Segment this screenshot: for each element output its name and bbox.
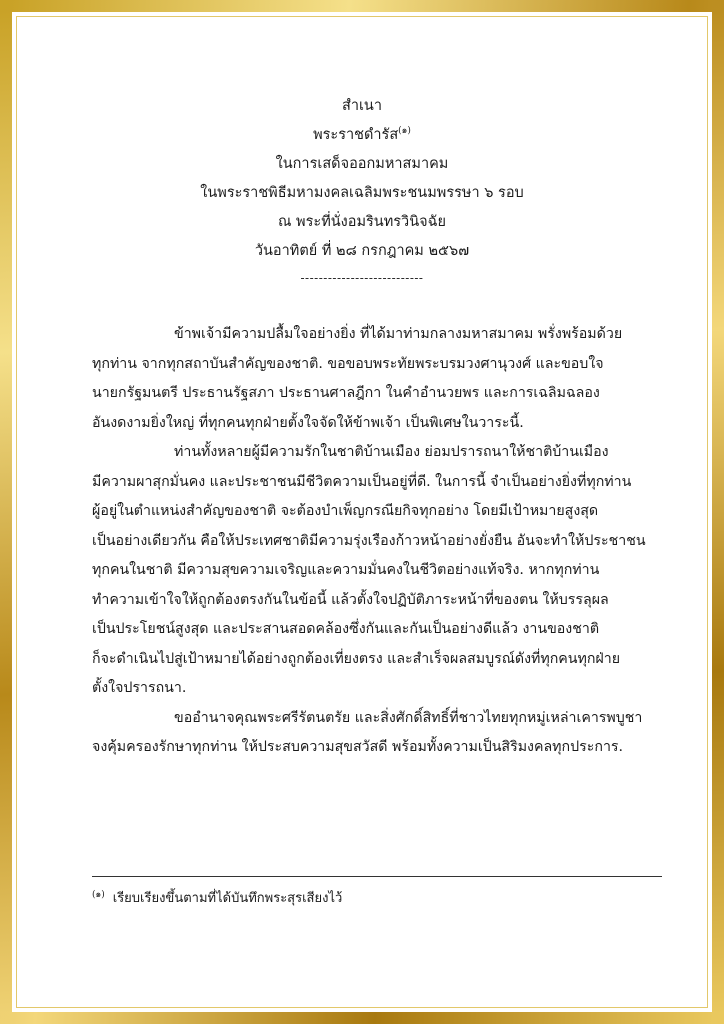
speech-body — [92, 320, 667, 763]
header-venue: ณ พระที่นั่งอมรินทรวินิจฉัย — [278, 214, 446, 230]
footnote-reference-mark: (๑) — [398, 126, 411, 137]
paragraph-3 — [92, 704, 667, 763]
paragraph-1 — [92, 320, 667, 438]
paragraph-line: ข้าพเจ้ามีความปลื้มใจอย่างยิ่ง ที่ได้มาท่ามกลางมหาสมาคม พรั่งพร้อมด้วย — [174, 326, 623, 342]
paragraph-line: ขออำนาจคุณพระศรีรัตนตรัย และสิ่งศักดิ์สิทธิ์ที่ชาวไทยทุกหมู่เหล่าเคารพบูชา — [174, 709, 643, 726]
header-occasion: ในการเสด็จออกมหาสมาคม — [275, 156, 449, 172]
header-copy-label: สำเนา — [341, 98, 382, 114]
paragraph-line: ท่านทั้งหลายผู้มีความรักในชาติบ้านเมือง ย่อมปรารถนาให้ชาติบ้านเมือง — [174, 444, 609, 460]
header-speech-title — [0, 121, 724, 150]
paragraph-line: นายกรัฐมนตรี ประธานรัฐสภา ประธานศาลฎีกา ในคำอำนวยพร และการเฉลิมฉลอง — [92, 385, 600, 401]
footnote-text: เรียบเรียงขึ้นตามที่ได้บันทึกพระสุรเสียงไว้ — [112, 891, 343, 906]
footnote — [92, 886, 342, 912]
header-separator: --------------------------- — [300, 271, 424, 285]
paragraph-line: ทุกท่าน จากทุกสถาบันสำคัญของชาติ. ขอขอบพระทัยพระบรมวงศานุวงศ์ และขอบใจ — [92, 355, 604, 372]
paragraph-line: มีความผาสุกมั่นคง และประชาชนมีชีวิตความเป็นอยู่ที่ดี. ในการนี้ จำเป็นอย่างยิ่งที่ทุกท่าน — [92, 473, 632, 490]
paragraph-line: ทำความเข้าใจให้ถูกต้องตรงกันในข้อนี้ แล้วตั้งใจปฏิบัติภาระหน้าที่ของตน ให้บรรลุผล — [92, 591, 609, 608]
paragraph-line: ทุกคนในชาติ มีความสุขความเจริญและความมั่นคงในชีวิตอย่างแท้จริง. หากทุกท่าน — [92, 562, 600, 578]
header-date: วันอาทิตย์ ที่ ๒๘ กรกฎาคม ๒๕๖๗ — [254, 243, 470, 259]
paragraph-line: จงคุ้มครองรักษาทุกท่าน ให้ประสบความสุขสวัสดี พร้อมทั้งความเป็นสิริมงคลทุกประการ. — [92, 739, 624, 755]
paragraph-line: อันงดงามยิ่งใหญ่ ที่ทุกคนทุกฝ่ายตั้งใจจัดให้ข้าพเจ้า เป็นพิเศษในวาระนี้. — [92, 414, 524, 431]
header-ceremony: ในพระราชพิธีมหามงคลเฉลิมพระชนมพรรษา ๖ รอบ — [200, 185, 524, 201]
paragraph-line: เป็นอย่างเดียวกัน คือให้ประเทศชาติมีความรุ่งเรืองก้าวหน้าอย่างยั่งยืน อันจะทำให้ประชาชน — [92, 532, 646, 549]
header-speech-title-text: พระราชดำรัส — [313, 127, 399, 143]
paragraph-line: เป็นประโยชน์สูงสุด และประสานสอดคล้องซึ่งกันและกันเป็นอย่างดีแล้ว งานของชาติ — [92, 621, 600, 637]
document-header — [0, 92, 724, 288]
paragraph-line: ตั้งใจปรารถนา. — [92, 680, 187, 696]
footnote-mark: (๑) — [92, 889, 105, 900]
paragraph-2 — [92, 438, 667, 704]
paragraph-line: ก็จะดำเนินไปสู่เป้าหมายได้อย่างถูกต้องเที่ยงตรง และสำเร็จผลสมบูรณ์ดังที่ทุกคนทุกฝ่าย — [92, 650, 621, 667]
paragraph-line: ผู้อยู่ในตำแหน่งสำคัญของชาติ จะต้องบำเพ็ญกรณียกิจทุกอย่าง โดยมีเป้าหมายสูงสุด — [92, 503, 599, 519]
footnote-divider — [92, 876, 662, 877]
